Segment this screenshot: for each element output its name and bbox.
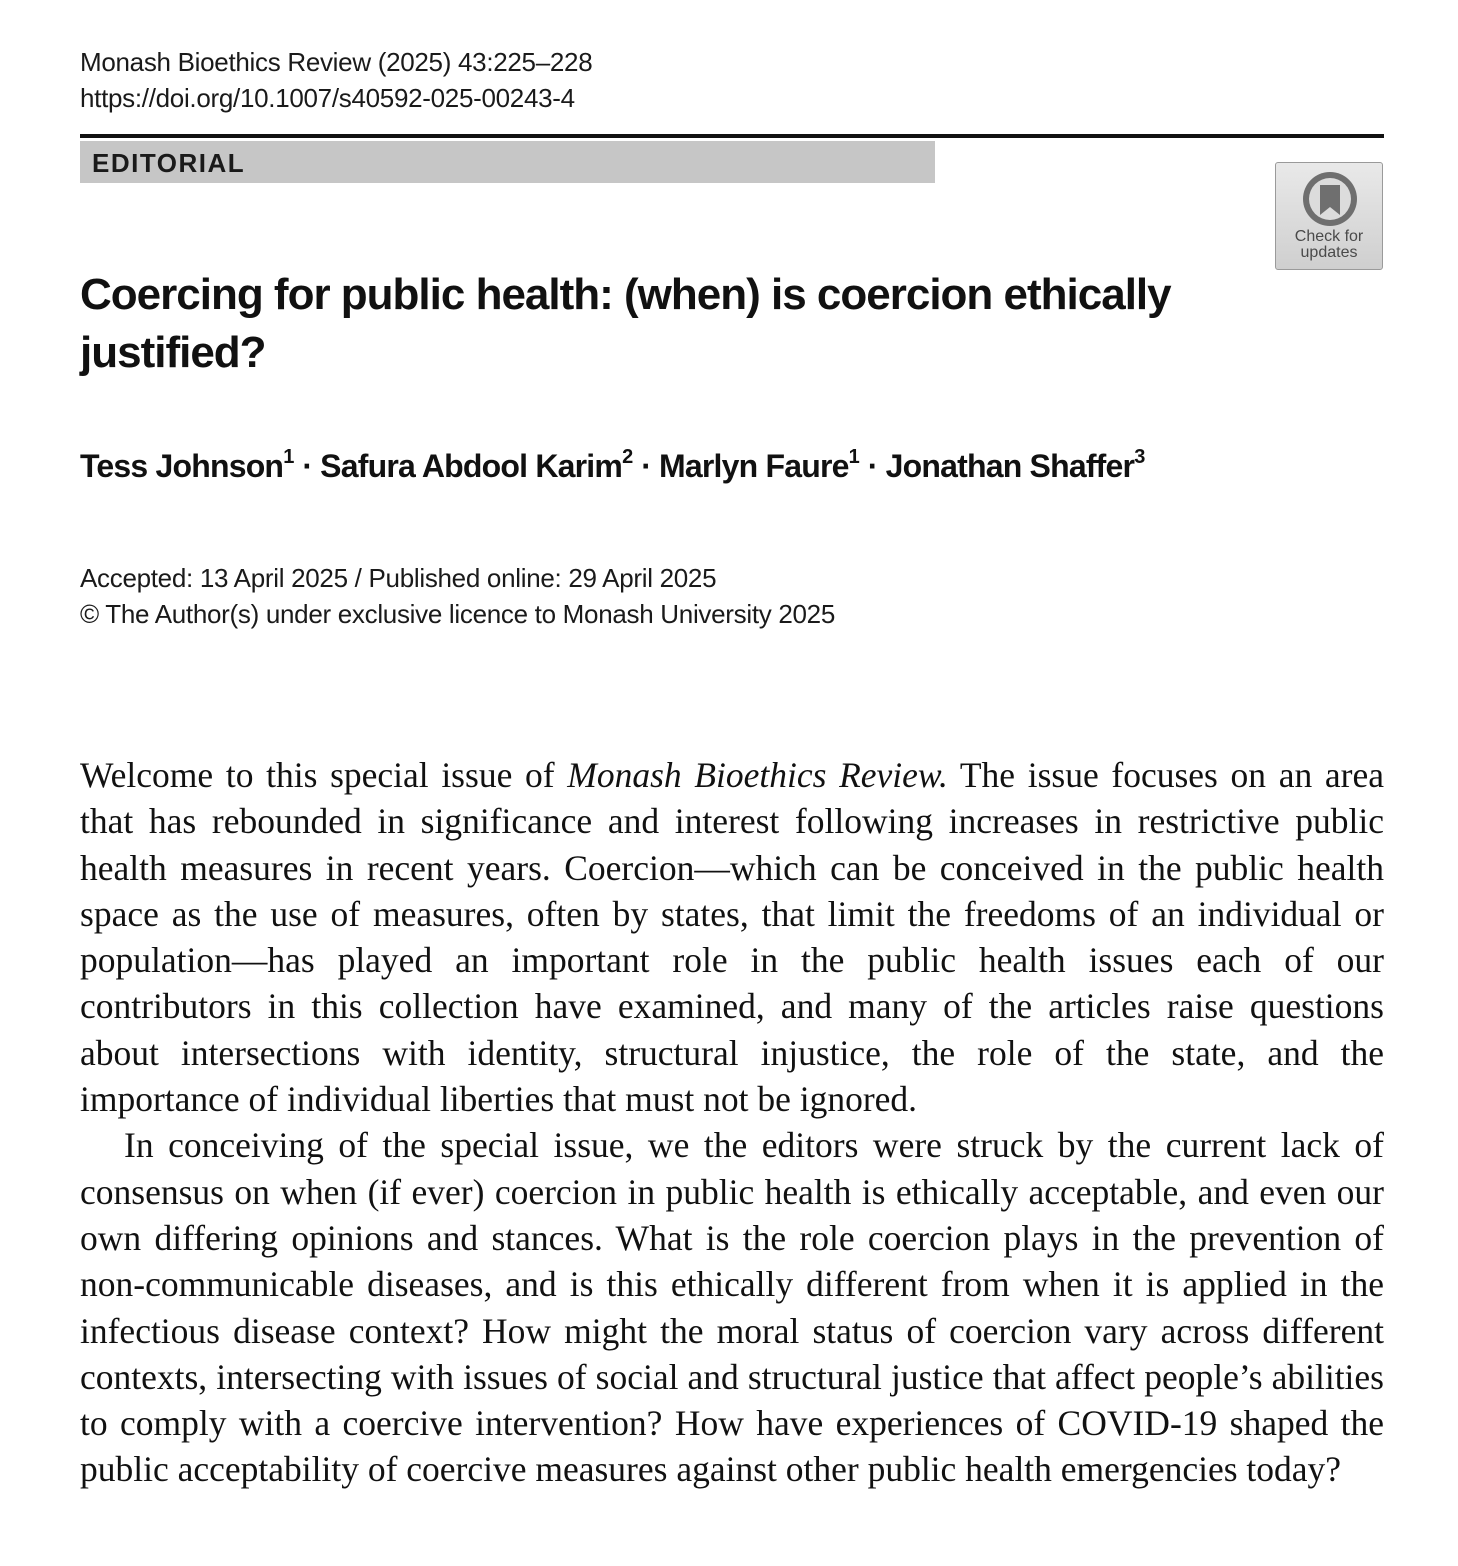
author-separator: ·	[641, 448, 652, 484]
check-updates-text: Check for updates	[1294, 228, 1364, 261]
journal-name: Monash Bioethics Review.	[567, 755, 948, 795]
body-paragraph: Welcome to this special issue of Monash Bioethics Review. The issue focuses on an area that has rebounded in significance and interest following increases in restrictive public health measures in recent years. Coercion—which can be conceived in the public health space as the use of measures, often by states, that limit the freedoms of an individual or population—has played an important role in the public health issues each of our contributors in this collection have examined, and many of the articles raise questions about intersections with identity, structural injustice, the role of the state, and the importance of individual liberties that must not be ignored.	[80, 755, 1384, 1120]
author-name[interactable]: Marlyn Faure	[659, 448, 849, 484]
author-affiliation: 3	[1134, 446, 1146, 468]
author-name[interactable]: Safura Abdool Karim	[320, 448, 623, 484]
body-paragraph: In conceiving of the special issue, we the editors were struck by the current lack of consensus on when (if ever) coercion in public health is ethically acceptable, and even our own differing opinions and stances. What is the role coercion plays in the prevention of non-communicable diseases, and is this ethically different from when it is applied in the infectious disease context? How might the moral status of coercion vary across different contexts, intersecting with issues of social and structural justice that affect people’s abilities to comply with a coercive intervention? How have experiences of COVID-19 shaped the public acceptability of coercive measures against other public health emergencies today?	[80, 1125, 1384, 1490]
section-label: EDITORIAL	[92, 148, 246, 178]
author-affiliation: 1	[283, 446, 295, 468]
journal-line: Monash Bioethics Review (2025) 43:225–228	[80, 47, 593, 77]
author-affiliation: 1	[848, 446, 860, 468]
header-rule	[80, 134, 1384, 138]
article-title: Coercing for public health: (when) is coercion ethically justified?	[80, 270, 1171, 377]
journal-citation	[80, 44, 592, 116]
crossmark-icon	[1300, 169, 1360, 229]
copyright-notice: © The Author(s) under exclusive licence to Monash University 2025	[80, 599, 836, 629]
check-for-updates-badge[interactable]	[1275, 162, 1383, 270]
author-name[interactable]: Jonathan Shaffer	[885, 448, 1135, 484]
author-name[interactable]: Tess Johnson	[80, 448, 284, 484]
author-separator: ·	[867, 448, 878, 484]
author-list	[80, 446, 1145, 486]
doi-link[interactable]: https://doi.org/10.1007/s40592-025-00243-4	[80, 83, 575, 113]
publication-dates: Accepted: 13 April 2025 / Published online: 29 April 2025	[80, 563, 717, 593]
section-bar	[80, 141, 935, 183]
publication-info	[80, 560, 835, 632]
author-separator: ·	[302, 448, 313, 484]
author-affiliation: 2	[622, 446, 634, 468]
article-body	[80, 752, 1384, 1493]
